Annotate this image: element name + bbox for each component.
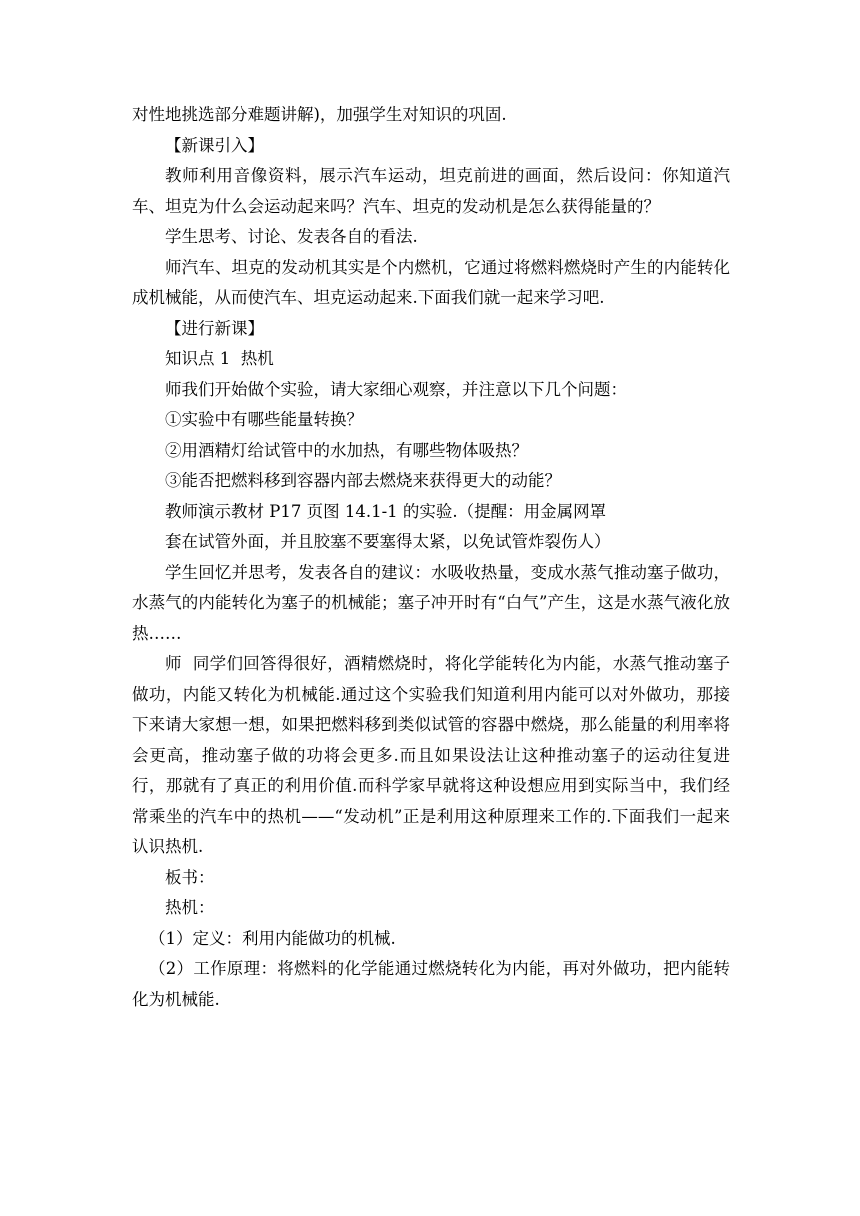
paragraph: 师 同学们回答得很好，酒精燃烧时，将化学能转化为内能，水蒸气推动塞子做功，内能又转化为机械能.通过这个实验我们知道利用内能可以对外做功，那接下来请大家想一想，如果把燃料移到类似试管的容器中燃烧，那么能量的利用率将会更高，推动塞子做的功将会更多.而且如果设法让这种推动塞子的运动往复进行，那就有了真正的利用价值.而科学家早就将这种设想应用到实际当中，我们经常乘坐的汽车中的热机——“发动机”正是利用这种原理来工作的.下面我们一起来认识热机.	[132, 654, 730, 856]
knowledge-point-heading: 知识点 1 热机	[165, 349, 274, 368]
paragraph: 教师利用音像资料，展示汽车运动，坦克前进的画面，然后设问：你知道汽车、坦克为什么会运动起来吗？汽车、坦克的发动机是怎么获得能量的？	[132, 166, 730, 216]
paragraph: 套在试管外面，并且胶塞不要塞得太紧，以免试管炸裂伤人）	[165, 532, 611, 551]
document-body	[132, 100, 730, 1015]
paragraph: 师我们开始做个实验，请大家细心观察，并注意以下几个问题：	[165, 379, 627, 399]
paragraph: 教师演示教材 P17 页图 14.1-1 的实验.（提醒：用金属网罩	[165, 501, 607, 521]
principle-item: （2）工作原理：将燃料的化学能通过燃烧转化为内能，再对外做功，把内能转化为机械能.	[132, 959, 730, 1009]
question-item: ②用酒精灯给试管中的水加热，有哪些物体吸热？	[165, 440, 528, 460]
question-item: ①实验中有哪些能量转换？	[165, 410, 363, 429]
paragraph: 学生回忆并思考，发表各自的建议：水吸收热量，变成水蒸气推动塞子做功，水蒸气的内能转化为塞子的机械能；塞子冲开时有“白气”产生，这是水蒸气液化放热……	[132, 562, 730, 643]
paragraph: 师汽车、坦克的发动机其实是个内燃机，它通过将燃料燃烧时产生的内能转化成机械能，从而使汽车、坦克运动起来.下面我们就一起来学习吧.	[132, 257, 730, 307]
definition-item: （1）定义：利用内能做功的机械.	[149, 928, 396, 948]
paragraph: 对性地挑选部分难题讲解)，加强学生对知识的巩固.	[132, 105, 507, 124]
section-heading-new-lesson-intro: 【新课引入】	[165, 135, 264, 155]
section-heading-new-lesson: 【进行新课】	[165, 318, 264, 338]
paragraph: 学生思考、讨论、发表各自的看法.	[165, 227, 418, 246]
blackboard-label: 板书：	[165, 867, 215, 887]
heat-engine-label: 热机：	[165, 898, 215, 917]
question-item: ③能否把燃料移到容器内部去燃烧来获得更大的动能？	[165, 471, 561, 490]
